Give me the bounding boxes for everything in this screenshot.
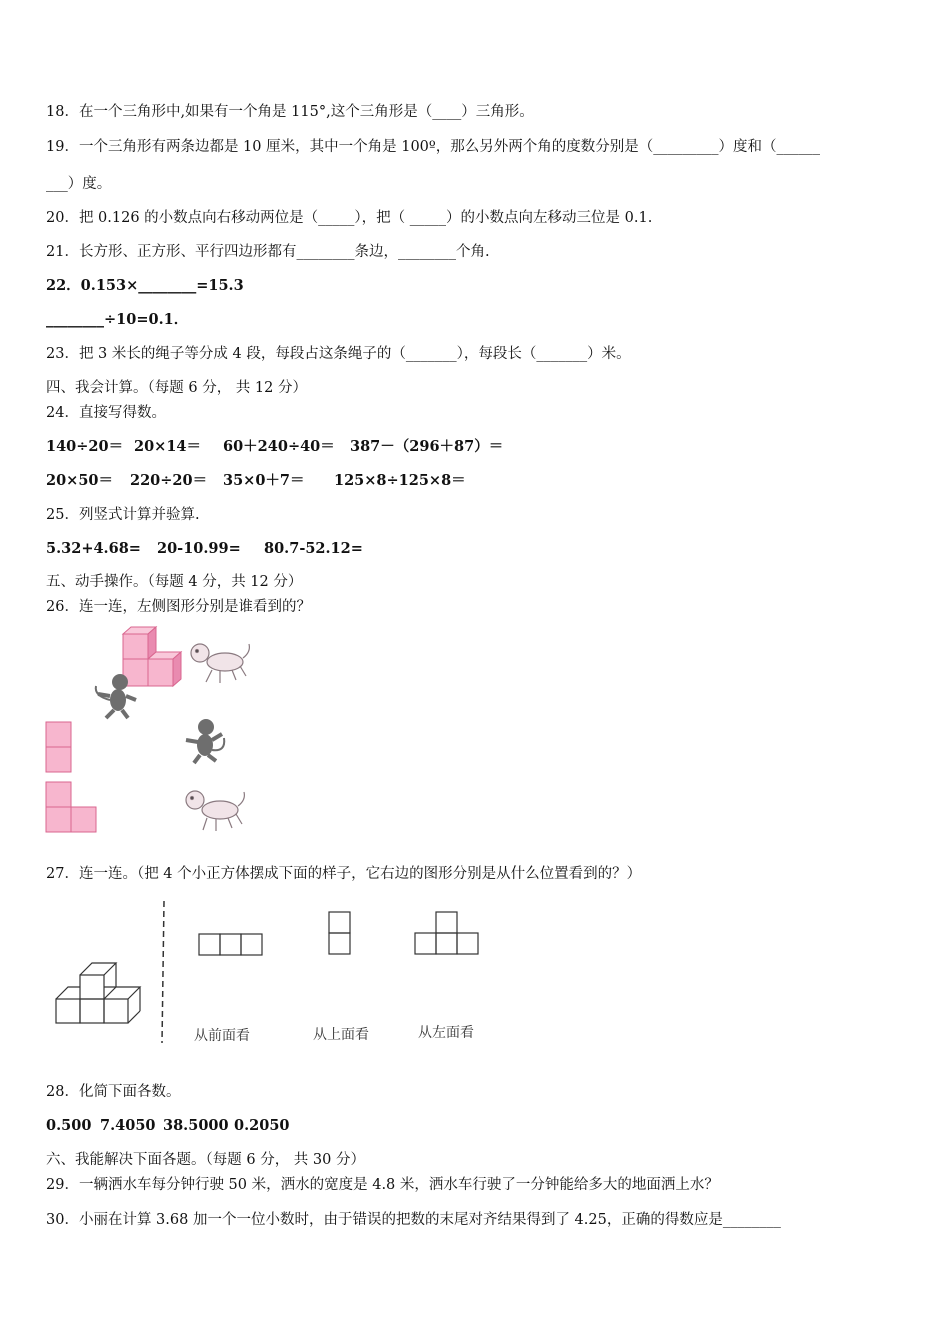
question-29: 29．一辆洒水车每分钟行驶 50 米，洒水的宽度是 4.8 米，洒水车行驶了一分钟能给多大的地面洒上水？ <box>46 1177 719 1193</box>
question-27: 27．连一连。（把 4 个小正方体摆成下面的样子，它右边的图形分别是从什么位置看到的？） <box>46 866 642 882</box>
question-23: 23．把 3 米长的绳子等分成 4 段，每段占这条绳子的（_______），每段长（_______）米。 <box>46 346 631 362</box>
q26-figure <box>40 622 260 837</box>
cube-arrangement <box>56 963 140 1023</box>
question-20: 20．把 0.126 的小数点向右移动两位是（_____），把（ _____）的小数点向左移动三位是 0.1. <box>46 210 653 226</box>
monkey-icon <box>186 719 224 763</box>
question-25: 25．列竖式计算并验算. <box>46 507 200 523</box>
calc-item: 220÷20＝ <box>130 472 208 489</box>
question-18: 18．在一个三角形中,如果有一个角是 115°,这个三角形是（____）三角形。 <box>46 104 534 120</box>
calc-item: 140÷20＝ <box>46 438 124 455</box>
question-21: 21．长方形、正方形、平行四边形都有________条边，________个角. <box>46 244 490 260</box>
section-4-heading: 四、我会计算。（每题 6 分， 共 12 分） <box>46 380 307 396</box>
left-view-shape <box>415 912 478 954</box>
dog-icon <box>186 791 244 831</box>
caption-front-view: 从前面看 <box>194 1028 250 1044</box>
calc-item: 5.32+4.68= <box>46 540 141 557</box>
view-two-stacked <box>46 722 71 772</box>
question-24: 24．直接写得数。 <box>46 405 166 421</box>
question-22-cont: ________÷10=0.1． <box>46 311 189 328</box>
calc-item: 20-10.99= <box>157 540 241 557</box>
calc-item: 35×0＋7＝ <box>223 472 305 489</box>
question-19: 19．一个三角形有两条边都是 10 厘米，其中一个角是 100º，那么另外两个角的度数分别是（_________）度和（______ <box>46 139 820 155</box>
question-30: 30．小丽在计算 3.68 加一个一位小数时，由于错误的把数的末尾对齐结果得到了 4.25，正确的得数应是________ <box>46 1212 781 1228</box>
dashed-divider <box>162 901 164 1043</box>
pink-cube-stack <box>123 627 181 686</box>
view-l-shape <box>46 782 96 832</box>
section-5-heading: 五、动手操作。（每题 4 分，共 12 分） <box>46 574 303 590</box>
question-26: 26．连一连，左侧图形分别是谁看到的？ <box>46 599 311 615</box>
dog-icon <box>191 644 249 683</box>
number-item: 0.2050 <box>234 1117 290 1134</box>
front-view-shape <box>199 934 262 955</box>
calc-item: 387－（296＋87）＝ <box>350 438 504 455</box>
caption-top-view: 从上面看 <box>313 1027 369 1043</box>
number-item: 7.4050 <box>100 1117 156 1134</box>
section-6-heading: 六、我能解决下面各题。（每题 6 分， 共 30 分） <box>46 1152 365 1168</box>
calc-item: 80.7-52.12= <box>264 540 363 557</box>
question-19-cont: ___）度。 <box>46 176 112 192</box>
number-item: 38.5000 <box>163 1117 229 1134</box>
calc-item: 20×14＝ <box>134 438 202 455</box>
calc-item: 125×8÷125×8＝ <box>334 472 466 489</box>
calc-item: 60＋240÷40＝ <box>223 438 335 455</box>
calc-item: 20×50＝ <box>46 472 114 489</box>
number-item: 0.500 <box>46 1117 92 1134</box>
question-28: 28．化简下面各数。 <box>46 1084 181 1100</box>
question-22: 22．0.153×________=15.3 <box>46 277 244 294</box>
caption-left-view: 从左面看 <box>418 1025 474 1041</box>
top-view-shape <box>329 912 350 954</box>
